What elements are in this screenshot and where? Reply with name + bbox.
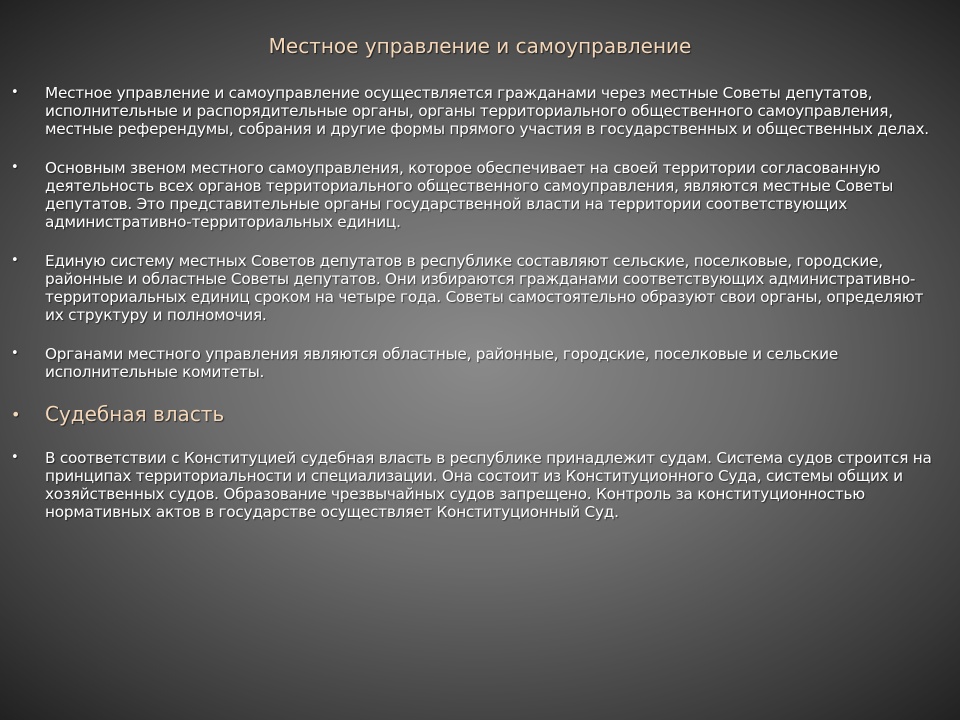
bullet-icon: • <box>11 450 19 465</box>
bullet-icon: • <box>11 85 19 100</box>
bullet-text: Местное управление и самоуправление осуществляется гражданами через местные Советы депутатов, исполнительные и распорядительные органы, органы территориального общественного самоуправления, местные референдумы, собрания и другие формы прямого участия в государственных и общественных делах. <box>45 84 929 138</box>
slide-content <box>0 84 960 542</box>
section-heading-judicial-power <box>0 402 960 426</box>
slide-title: Местное управление и самоуправление <box>268 34 692 58</box>
bullet-item-courts <box>0 449 960 521</box>
bullet-icon: • <box>11 253 19 268</box>
bullet-icon: • <box>11 405 21 424</box>
bullet-text: В соответствии с Конституцией судебная власть в республике принадлежит судам. Система судов строится на принципах территориальности и специализации. Она состоит из Конституционного Суда, системы общих и хозяйственных судов. Образование чрезвычайных судов запрещено. Контроль за конституционностью нормативных актов в государстве осуществляет Конституционный Суд. <box>45 449 932 521</box>
bullet-icon: • <box>11 346 19 361</box>
bullet-item-main-link <box>0 159 960 231</box>
bullet-item-councils-system <box>0 252 960 324</box>
section-heading-text: Судебная власть <box>45 402 225 426</box>
bullet-text: Единую систему местных Советов депутатов в республике составляют сельские, поселковые, городские, районные и областные Советы депутатов. Они избираются гражданами соответствующих административно-территориальных единиц сроком на четыре года. Советы самостоятельно образуют свои органы, определяют их структуру и полномочия. <box>45 252 924 324</box>
bullet-icon: • <box>11 160 19 175</box>
bullet-item-executive-committees <box>0 345 960 381</box>
bullet-item-local-government <box>0 84 960 138</box>
bullet-text: Органами местного управления являются областные, районные, городские, поселковые и сельские исполнительные комитеты. <box>45 345 839 381</box>
bullet-text: Основным звеном местного самоуправления, которое обеспечивает на своей территории согласованную деятельность всех органов территориального общественного самоуправления, являются местные Советы депутатов. Это представительные органы государственной власти на территории соответствующих административно-территориальных единиц. <box>45 159 894 231</box>
